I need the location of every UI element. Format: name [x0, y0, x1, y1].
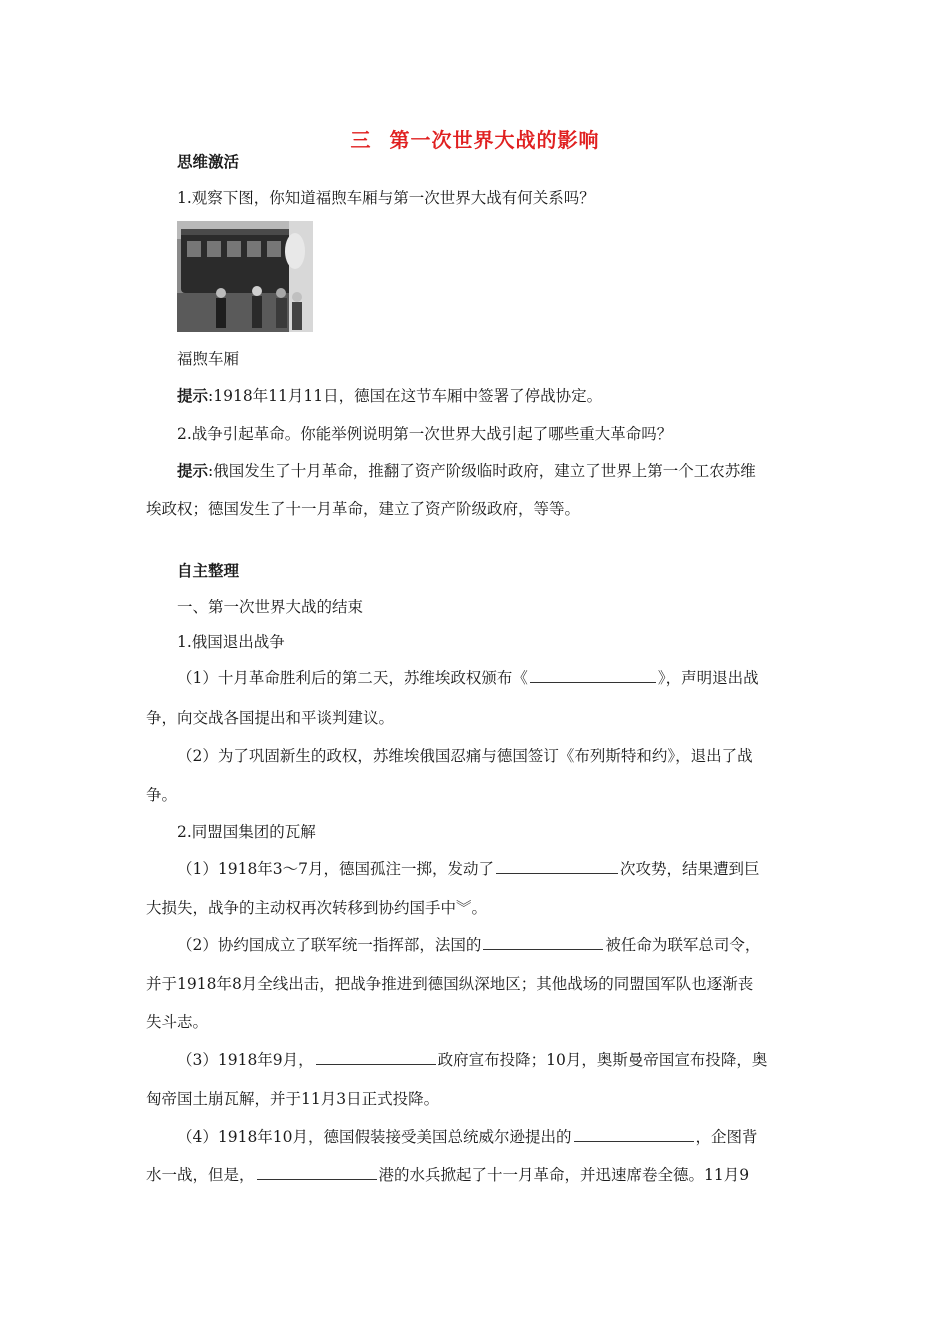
question-1: 1.观察下图，你知道福煦车厢与第一次世界大战有何关系吗？ — [177, 189, 595, 207]
hint-1 — [177, 385, 817, 407]
fill-blank-commander[interactable] — [483, 935, 603, 950]
para-1-line-2: 争，向交战各国提出和平谈判建议。 — [146, 709, 395, 727]
hint-label: 提示 — [177, 387, 209, 405]
para-3-line-1 — [177, 858, 817, 880]
hint-1-text: :1918年11月11日，德国在这节车厢中签署了停战协定。 — [208, 387, 603, 405]
foch-carriage-photo — [177, 221, 313, 332]
para-4-text-a: （2）协约国成立了联军统一指挥部，法国的 — [177, 936, 482, 954]
para-1-text-b: 》，声明退出战 — [657, 669, 759, 687]
para-5-text-a: （3）1918年9月， — [177, 1051, 314, 1069]
para-3-text-b: 次攻势，结果遭到巨 — [620, 860, 760, 878]
item-russia-exit: 1.俄国退出战争 — [177, 633, 285, 651]
title-number: 三 — [350, 128, 372, 152]
para-5-line-1 — [177, 1049, 817, 1071]
para-2-line-1: （2）为了巩固新生的政权，苏维埃俄国忍痛与德国签订《布列斯特和约》，退出了战 — [177, 747, 753, 765]
fill-blank-offensives[interactable] — [496, 859, 618, 874]
para-6-text-c: 水一战，但是， — [146, 1166, 255, 1184]
photo-caption: 福煦车厢 — [177, 350, 240, 368]
para-1-line-1 — [177, 667, 817, 689]
para-3-text-a: （1）1918年3～7月，德国孤注一掷，发动了 — [177, 860, 495, 878]
para-6-line-1 — [177, 1126, 817, 1148]
page-title — [0, 124, 950, 153]
para-5-line-2: 匈帝国土崩瓦解，并于11月3日正式投降。 — [146, 1090, 440, 1108]
para-4-line-2: 并于1918年8月全线出击，把战争推进到德国纵深地区；其他战场的同盟国军队也逐渐丧 — [146, 975, 754, 993]
hint-2-line-1 — [177, 460, 817, 482]
hint-2-text-a: :俄国发生了十月革命，推翻了资产阶级临时政府，建立了世界上第一个工农苏维 — [208, 462, 756, 480]
subheading-war-end: 一、第一次世界大战的结束 — [177, 598, 364, 616]
para-4-line-1 — [177, 934, 817, 956]
para-6-text-d: 港的水兵掀起了十一月革命，并迅速席卷全德。11月9 — [378, 1166, 750, 1184]
para-1-text-a: （1）十月革命胜利后的第二天，苏维埃政权颁布《 — [177, 669, 528, 687]
question-2: 2.战争引起革命。你能举例说明第一次世界大战引起了哪些重大革命吗？ — [177, 425, 673, 443]
section-heading-organize: 自主整理 — [177, 562, 240, 580]
para-4-text-b: 被任命为联军总司令， — [605, 936, 761, 954]
fill-blank-port[interactable] — [257, 1165, 377, 1180]
fill-blank-government[interactable] — [316, 1050, 436, 1065]
para-6-line-2 — [146, 1164, 786, 1186]
para-2-line-2: 争。 — [146, 786, 178, 804]
hint-2-line-2: 埃政权；德国发生了十一月革命，建立了资产阶级政府，等等。 — [146, 500, 581, 518]
para-5-text-b: 政府宣布投降；10月，奥斯曼帝国宣布投降，奥 — [437, 1051, 768, 1069]
para-4-line-3: 失斗志。 — [146, 1013, 209, 1031]
section-heading-thinking: 思维激活 — [177, 153, 240, 171]
hint-label: 提示 — [177, 462, 209, 480]
para-3-line-2: 大损失，战争的主动权再次转移到协约国手中︾。 — [146, 899, 488, 917]
item-central-powers-collapse: 2.同盟国集团的瓦解 — [177, 823, 316, 841]
carriage-photo-graphic — [177, 221, 313, 332]
title-text: 第一次世界大战的影响 — [389, 128, 600, 152]
fill-blank-wilson-proposal[interactable] — [574, 1127, 694, 1142]
fill-blank-decree[interactable] — [530, 668, 656, 683]
para-6-text-a: （4）1918年10月，德国假装接受美国总统威尔逊提出的 — [177, 1128, 572, 1146]
para-6-text-b: ，企图背 — [695, 1128, 758, 1146]
